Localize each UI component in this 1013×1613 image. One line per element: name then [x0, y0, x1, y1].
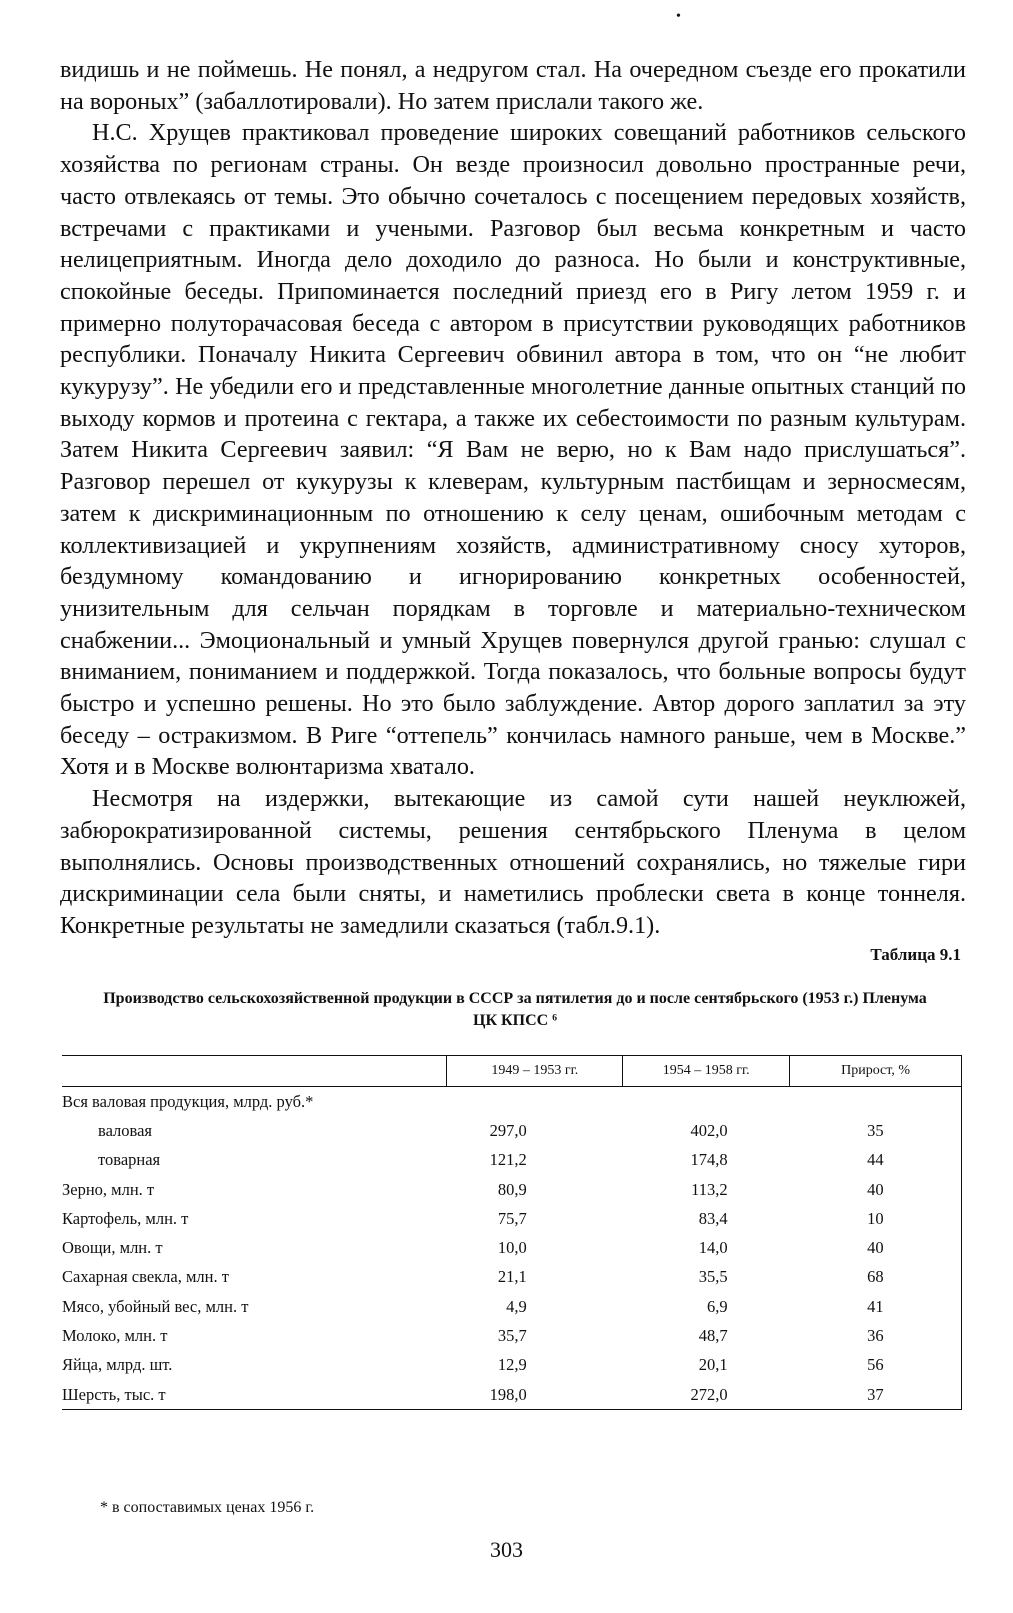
value-1954-1958: 113,2 — [691, 1179, 728, 1199]
value-growth: 41 — [790, 1292, 962, 1321]
table-row — [62, 1116, 962, 1145]
value-1949-1953: 4,9 — [506, 1296, 527, 1316]
table-title: Производство сельскохозяйственной продукции в СССР за пятилетия до и после сентябрьского (1953 г.) Пленума ЦК КПСС ⁶ — [103, 990, 927, 1029]
row-label: Сахарная свекла, млн. т — [62, 1267, 229, 1287]
header-growth: Прирост, % — [790, 1056, 962, 1087]
table-number: Таблица 9.1 — [870, 945, 961, 964]
value-growth: 68 — [790, 1263, 962, 1292]
value-1954-1958: 402,0 — [690, 1120, 728, 1140]
value-growth: 10 — [790, 1204, 962, 1233]
table-row — [62, 1233, 962, 1262]
value-1954-1958: 174,8 — [690, 1150, 728, 1170]
table-row — [62, 1380, 962, 1410]
row-label: Мясо, убойный вес, млн. т — [62, 1296, 249, 1316]
value-growth: 36 — [790, 1321, 962, 1350]
value-growth: 37 — [790, 1380, 962, 1410]
row-label: Зерно, млн. т — [62, 1179, 155, 1199]
table-row — [62, 1087, 962, 1117]
table-row — [62, 1204, 962, 1233]
value-1949-1953: 10,0 — [497, 1238, 527, 1258]
row-label: Вся валовая продукция, млрд. руб.* — [62, 1091, 314, 1111]
value-1949-1953: 21,1 — [497, 1267, 527, 1287]
row-label: Картофель, млн. т — [62, 1208, 189, 1228]
table-row — [62, 1263, 962, 1292]
header-period-2: 1954 – 1958 гг. — [623, 1056, 790, 1087]
table-row — [62, 1351, 962, 1380]
value-1949-1953: 198,0 — [447, 1380, 623, 1410]
value-growth: 35 — [790, 1116, 962, 1145]
value-1949-1953 — [447, 1087, 623, 1117]
page-number: 303 — [490, 1537, 523, 1562]
table-row — [62, 1175, 962, 1204]
value-1949-1953: 297,0 — [489, 1120, 527, 1140]
paragraph-2: Н.С. Хрущев практиковал проведение широких совещаний работников сельского хозяйства по регионам страны. Он везде произносил довольно пространные речи, часто отвлекаясь от темы. Это обычно сочеталось с посещением передовых хозяйств, встречами с практиками и учеными. Разговор был весьма конкретным и часто нелицеприятным. Иногда дело доходило до разноса. Но были и конструктивные, спокойные беседы. Припоминается последний приезд его в Ригу летом 1959 г. и примерно полуторачасовая беседа с автором в присутствии руководящих работников республики. Поначалу Никита Сергеевич обвинил автора в том, что он “не любит кукурузу”. Не убедили его и представленные многолетние данные опытных станций по выходу кормов и протеина с гектара, а также их себестоимости по разным культурам. Затем Никита Сергеевич заявил: “Я Вам не верю, но к Вам надо прислушаться”. Разговор перешел от кукурузы к клеверам, культурным пастбищам и зерносмесям, затем к дискриминационным по отношению к селу ценам, ошибочным методам с коллективизацией и укрупнениям хозяйств, административному сносу хуторов, бездумному командованию и игнорированию конкретных особенностей, унизительным для сельчан порядкам в торговле и материально-техническом снабжении... Эмоциональный и умный Хрущев повернулся другой гранью: слушал с вниманием, пониманием и поддержкой. Тогда показалось, что больные вопросы будут быстро и успешно решены. Но это было заблуждение. Автор дорого заплатил за эту беседу – остракизмом. В Риге “оттепель” кончилась намного раньше, чем в Москве.” Хотя и в Москве волюнтаризма хватало. — [60, 119, 966, 781]
header-period-1: 1949 – 1953 гг. — [447, 1056, 623, 1087]
row-label: Яйца, млрд. шт. — [62, 1355, 173, 1375]
table-header-row — [62, 1056, 962, 1087]
table-body — [62, 1087, 962, 1410]
top-mark: • — [676, 9, 681, 24]
table-footnote: * в сопоставимых ценах 1956 г. — [100, 1499, 315, 1516]
value-1954-1958: 83,4 — [698, 1208, 728, 1228]
row-label: товарная — [98, 1150, 161, 1170]
value-1954-1958: 6,9 — [707, 1296, 728, 1316]
body-text — [60, 54, 966, 942]
row-label: валовая — [98, 1120, 153, 1140]
header-blank — [62, 1056, 447, 1087]
row-label: Молоко, млн. т — [62, 1326, 168, 1346]
value-1954-1958: 35,5 — [698, 1267, 728, 1287]
row-label: Шерсть, тыс. т — [62, 1380, 447, 1410]
value-growth — [790, 1087, 962, 1117]
value-1954-1958: 20,1 — [698, 1355, 728, 1375]
value-growth: 40 — [790, 1175, 962, 1204]
paragraph-1: видишь и не поймешь. Не понял, а недругом стал. На очередном съезде его прокатили на вороных” (забаллотировали). Но затем прислали такого же. — [60, 56, 966, 115]
table-row — [62, 1146, 962, 1175]
value-growth: 44 — [790, 1146, 962, 1175]
value-1954-1958: 272,0 — [623, 1380, 790, 1410]
value-1954-1958 — [623, 1087, 790, 1117]
value-1949-1953: 80,9 — [497, 1179, 527, 1199]
paragraph-3: Несмотря на издержки, вытекающие из самой сути нашей неуклюжей, забюрократизированной системы, решения сентябрьского Пленума в целом выполнялись. Основы производственных отношений сохранялись, но тяжелые гири дискриминации села были сняты, и наметились проблески света в конце тоннеля. Конкретные результаты не замедлили сказаться (табл.9.1). — [60, 785, 966, 939]
production-table — [62, 1055, 962, 1410]
value-growth: 40 — [790, 1233, 962, 1262]
value-1954-1958: 14,0 — [698, 1238, 728, 1258]
value-1949-1953: 75,7 — [497, 1208, 527, 1228]
value-1949-1953: 12,9 — [497, 1355, 527, 1375]
row-label: Овощи, млн. т — [62, 1238, 163, 1258]
value-1949-1953: 35,7 — [497, 1326, 527, 1346]
value-1954-1958: 48,7 — [698, 1326, 728, 1346]
value-1949-1953: 121,2 — [489, 1150, 527, 1170]
table-row — [62, 1321, 962, 1350]
table-row — [62, 1292, 962, 1321]
value-growth: 56 — [790, 1351, 962, 1380]
